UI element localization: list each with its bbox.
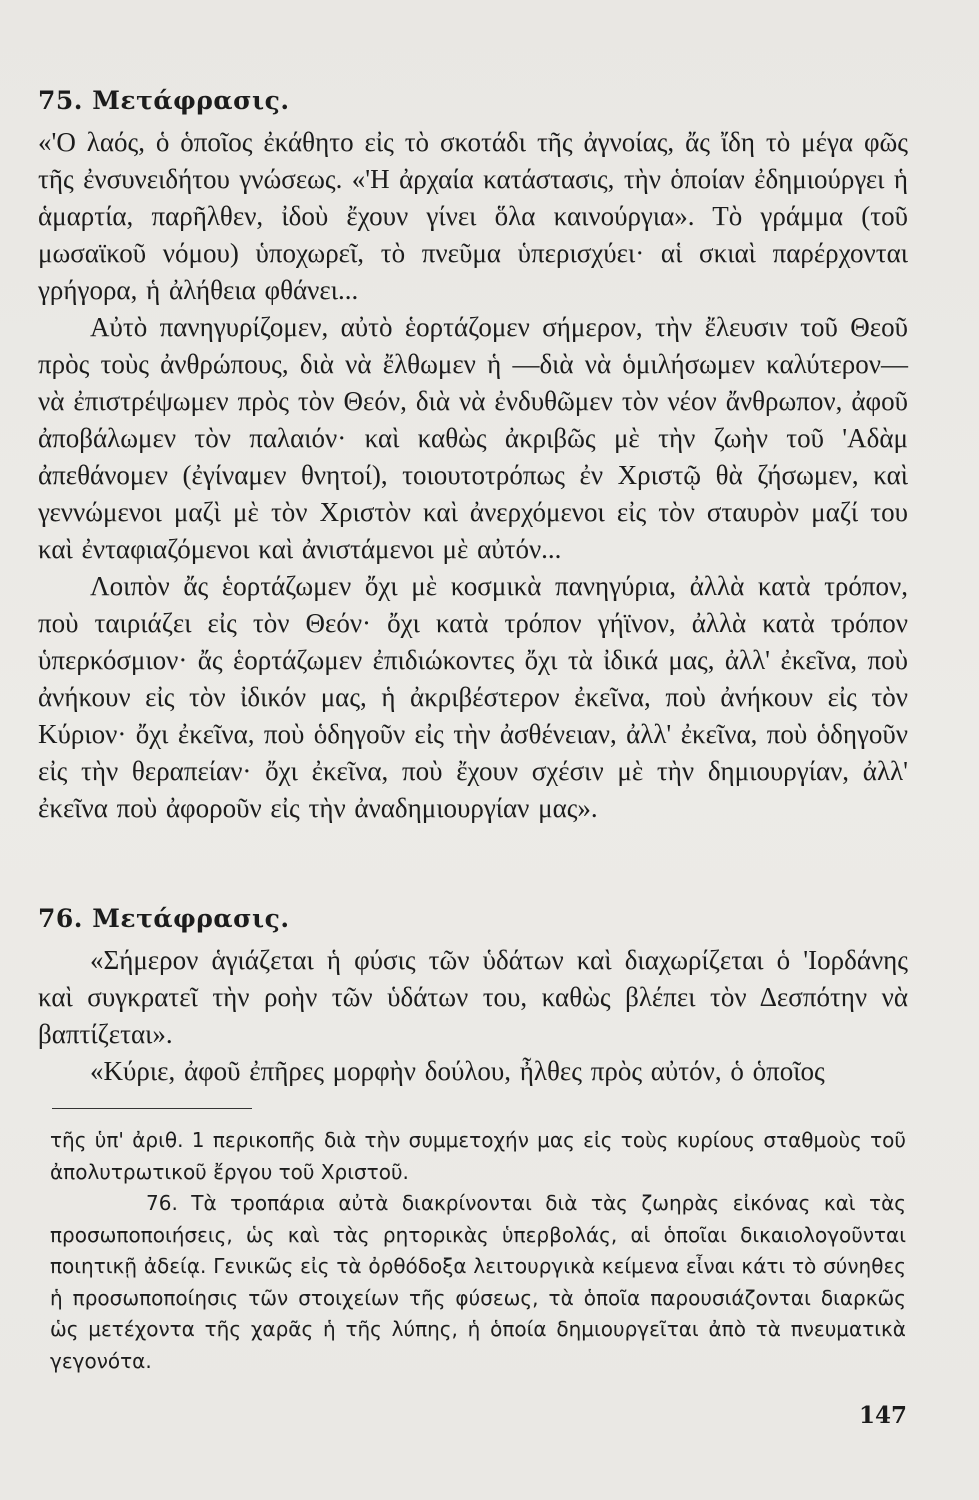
section-75-heading: 75. Μετάφρασις. [38,86,290,115]
section-76 [38,902,908,1090]
footnotes [50,1125,906,1377]
page-number: 147 [858,1402,907,1429]
section-75-paragraph-1: «'Ο λαός, ὁ ὁποῖος ἐκάθητο εἰς τὸ σκοτάδι τῆς ἀγνοίας, ἄς ἴδη τὸ μέγα φῶς τῆς ἐνσυνειδήτου γνώσεως. «'Η ἀρχαία κατάστασις, τὴν ὁποίαν ἐδημιούργει ἡ ἁμαρτία, παρῆλθεν, ἰδοὺ ἔχουν γίνει ὅλα καινούργια». Τὸ γράμμα (τοῦ μωσαϊκοῦ νόμου) ὑποχωρεῖ, τὸ πνεῦμα ὑπερισχύει· αἱ σκιαὶ παρέρχονται γρήγορα, ἡ ἀλήθεια φθάνει... [38,127,908,305]
section-76-paragraph-1: «Σήμερον ἁγιάζεται ἡ φύσις τῶν ὑδάτων καὶ διαχωρίζεται ὁ 'Ιορδάνης καὶ συγκρατεῖ τὴν ροὴν τῶν ὑδάτων του, καθὼς βλέπει τὸν Δεσπότην νὰ βαπτίζεται». [38,945,908,1049]
section-76-paragraph-2: «Κύριε, ἀφοῦ ἐπῆρες μορφὴν δούλου, ἦλθες πρὸς αὐτόν, ὁ ὁποῖος [90,1056,825,1086]
section-75-paragraph-3: Λοιπὸν ἄς ἑορτάζωμεν ὄχι μὲ κοσμικὰ πανηγύρια, ἀλλὰ κατὰ τρόπον, ποὺ ταιριάζει εἰς τὸν Θεόν· ὄχι κατὰ τρόπον γήϊνον, ἀλλὰ κατὰ τρόπον ὑπερκόσμιον· ἄς ἑορτάζωμεν ἐπιδιώκοντες ὄχι τὰ ἰδικά μας, ἀλλ' ἐκεῖνα, ποὺ ἀνήκουν εἰς τὸν ἰδικόν μας, ἡ ἀκριβέστερον ἐκεῖνα, ποὺ ἀνήκουν εἰς τὸν Κύριον· ὄχι ἐκεῖνα, ποὺ ὁδηγοῦν εἰς τὴν ἀσθένειαν, ἀλλ' ἐκεῖνα, ποὺ ὁδηγοῦν εἰς τὴν θεραπείαν· ὄχι ἐκεῖνα, ποὺ ἔχουν σχέσιν μὲ τὴν δημιουργίαν, ἀλλ' ἐκεῖνα ποὺ ἀφοροῦν εἰς τὴν ἀναδημιουργίαν μας». [38,571,908,823]
section-75-paragraph-2: Αὐτὸ πανηγυρίζομεν, αὐτὸ ἑορτάζομεν σήμερον, τὴν ἔλευσιν τοῦ Θεοῦ πρὸς τοὺς ἀνθρώπους, διὰ νὰ ἔλθωμεν ἡ —διὰ νὰ ὁμιλήσωμεν καλύτερον— νὰ ἐπιστρέψωμεν πρὸς τὸν Θεόν, διὰ νὰ ἐνδυθῶμεν τὸν νέον ἄνθρωπον, ἀφοῦ ἀποβάλωμεν τὸν παλαιόν· καὶ καθὼς ἀκριβῶς μὲ τὴν ζωὴν τοῦ 'Αδὰμ ἀπεθάνομεν (ἐγίναμεν θνητοί), τοιουτοτρόπως ἐν Χριστῷ θὰ ζήσωμεν, καὶ γεννώμενοι μαζὶ μὲ τὸν Χριστὸν καὶ ἀνερχόμενοι εἰς τὸν σταυρὸν μαζί του καὶ ἐνταφιαζόμενοι καὶ ἀνιστάμενοι μὲ αὐτόν... [38,312,908,564]
footnote-continuation: τῆς ὑπ' ἀριθ. 1 περικοπῆς διὰ τὴν συμμετοχήν μας εἰς τοὺς κυρίους σταθμοὺς τοῦ ἀπολυτρωτικοῦ ἔργου τοῦ Χριστοῦ. [50,1128,906,1184]
section-75 [38,84,908,827]
footnote-76: 76. Τὰ τροπάρια αὐτὰ διακρίνονται διὰ τὰς ζωηρὰς εἰκόνας καὶ τὰς προσωποποιήσεις, ὡς καὶ τὰς ρητορικὰς ὑπερβολάς, αἱ ὁποῖαι δικαιολογοῦνται ποιητικῇ ἀδείᾳ. Γενικῶς εἰς τὰ ὀρθόδοξα λειτουργικὰ κείμενα εἶναι κάτι τὸ σύνηθες ἡ προσωποποίησις τῶν στοιχείων τῆς φύσεως, τὰ ὁποῖα παρουσιάζονται διαρκῶς ὡς μετέχοντα τῆς χαρᾶς ἡ τῆς λύπης, ἡ ὁποία δημιουργεῖται ἀπὸ τὰ πνευματικὰ γεγονότα. [50,1191,906,1373]
footnote-divider [52,1108,252,1109]
section-76-heading: 76. Μετάφρασις. [38,904,290,933]
